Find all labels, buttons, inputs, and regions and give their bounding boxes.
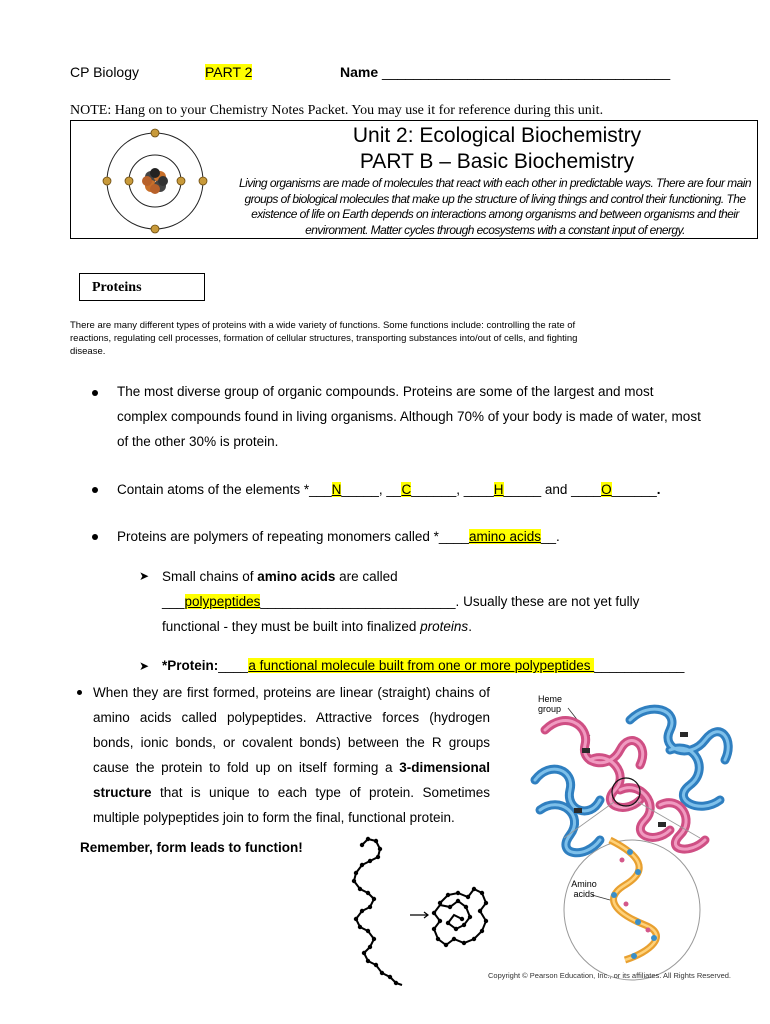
blank: _____, __ bbox=[341, 482, 402, 497]
bullet-diverse: The most diverse group of organic compounds. Proteins are some of the largest and most complex compounds found in living organisms. Although 70% of your body is made of water, most of the other 30% is protein. bbox=[117, 384, 701, 449]
blank: ___ bbox=[162, 594, 185, 609]
bullet-folding bbox=[93, 680, 490, 830]
section-heading: Proteins bbox=[79, 273, 205, 301]
period: . bbox=[656, 482, 661, 497]
atom-icon bbox=[99, 125, 211, 237]
sub-polypeptides bbox=[162, 564, 702, 639]
bullet-dot bbox=[92, 534, 98, 540]
sub1-tail: Usually these are not yet fully bbox=[459, 594, 640, 609]
heme-label: Heme group bbox=[538, 694, 563, 714]
answer-polypeptides[interactable]: polypeptides bbox=[184, 594, 261, 609]
folding-post: that is unique to each type of protein. Sometimes multiple polypeptides join to form the final, functional protein. bbox=[93, 785, 490, 825]
title-box bbox=[70, 120, 758, 239]
part-label: PART 2 bbox=[205, 64, 253, 80]
arrow-icon: ➤ bbox=[139, 659, 150, 673]
page-title: Unit 2: Ecological Biochemistry bbox=[352, 124, 642, 147]
answer-protein-def[interactable]: a functional molecule built from one or more polypeptides bbox=[248, 658, 595, 673]
monomers-lead: Proteins are polymers of repeating monomers called *____ bbox=[117, 529, 469, 544]
hemoglobin-structure-icon bbox=[530, 690, 755, 985]
bullet-dot bbox=[92, 487, 98, 493]
page-subtitle: PART B – Basic Biochemistry bbox=[359, 150, 635, 173]
sub1-pre: Small chains of bbox=[162, 569, 258, 584]
bullet-dot bbox=[92, 390, 98, 396]
answer-c[interactable]: C bbox=[401, 482, 412, 497]
section-intro: There are many different types of proteins with a wide variety of functions. Some functions include: controlling the rate of reactions, regulating cell processes, formation of cellular structures, transporting substances into/out of cells, and fighting disease. bbox=[70, 320, 578, 357]
sub1-bold: amino acids bbox=[257, 569, 336, 584]
hemoglobin-figure bbox=[530, 690, 755, 985]
blank: ____ bbox=[218, 658, 249, 673]
note: NOTE: Hang on to your Chemistry Notes Packet. You may use it for reference during this unit. bbox=[70, 103, 604, 118]
blank: __________________________. bbox=[260, 594, 460, 609]
sub1-italic: proteins bbox=[420, 619, 469, 634]
folding-pre: When they are first formed, proteins are linear (straight) chains of amino acids called polypeptides. Attractive forces (hydrogen bonds, ionic bonds, or covalent bonds) between the R groups cause the protein to fold up on itself forming a bbox=[93, 685, 490, 775]
sub1-post: are called bbox=[335, 569, 398, 584]
name-field[interactable] bbox=[340, 64, 670, 80]
blank: ______, ____ bbox=[411, 482, 494, 497]
course-label: CP Biology bbox=[70, 64, 140, 80]
answer-n[interactable]: N bbox=[331, 482, 342, 497]
sub1-end: . bbox=[468, 619, 472, 634]
protein-label: *Protein: bbox=[162, 658, 219, 673]
sub1-line2: functional - they must be built into finalized bbox=[162, 619, 421, 634]
blank: ____________ bbox=[594, 658, 685, 673]
amino-label: Amino acids bbox=[571, 879, 597, 899]
remember-note: Remember, form leads to function! bbox=[80, 840, 303, 855]
sub-protein-def bbox=[162, 653, 684, 678]
answer-o[interactable]: O bbox=[601, 482, 612, 497]
elements-lead: Contain atoms of the elements *___ bbox=[117, 482, 332, 497]
answer-h[interactable]: H bbox=[493, 482, 504, 497]
blank: ______ bbox=[611, 482, 657, 497]
arrow-icon: ➤ bbox=[139, 569, 150, 583]
folding-bold: 3-dimensional structure bbox=[93, 760, 490, 800]
name-label: Name bbox=[340, 64, 379, 80]
blank: __. bbox=[540, 529, 560, 544]
bullet-dot bbox=[77, 690, 82, 695]
answer-amino-acids[interactable]: amino acids bbox=[468, 529, 541, 544]
bullet-elements bbox=[117, 477, 661, 502]
intro-paragraph: Living organisms are made of molecules that react with each other in predictable ways. There are four main groups of biological molecules that make up the structure of living things and control their functioning. The existence of life on Earth depends on interactions among organisms and between organisms and their environment. Matter cycles through ecosystems with a constant input of energy. bbox=[239, 176, 751, 237]
bullet-monomers bbox=[117, 524, 560, 549]
blank: _____ and ____ bbox=[503, 482, 602, 497]
copyright: Copyright © Pearson Education, Inc., or its affiliates. All Rights Reserved. bbox=[488, 971, 732, 980]
polypeptide-folding-illustration bbox=[340, 835, 500, 990]
name-line[interactable]: _____________________________________ bbox=[382, 64, 671, 80]
